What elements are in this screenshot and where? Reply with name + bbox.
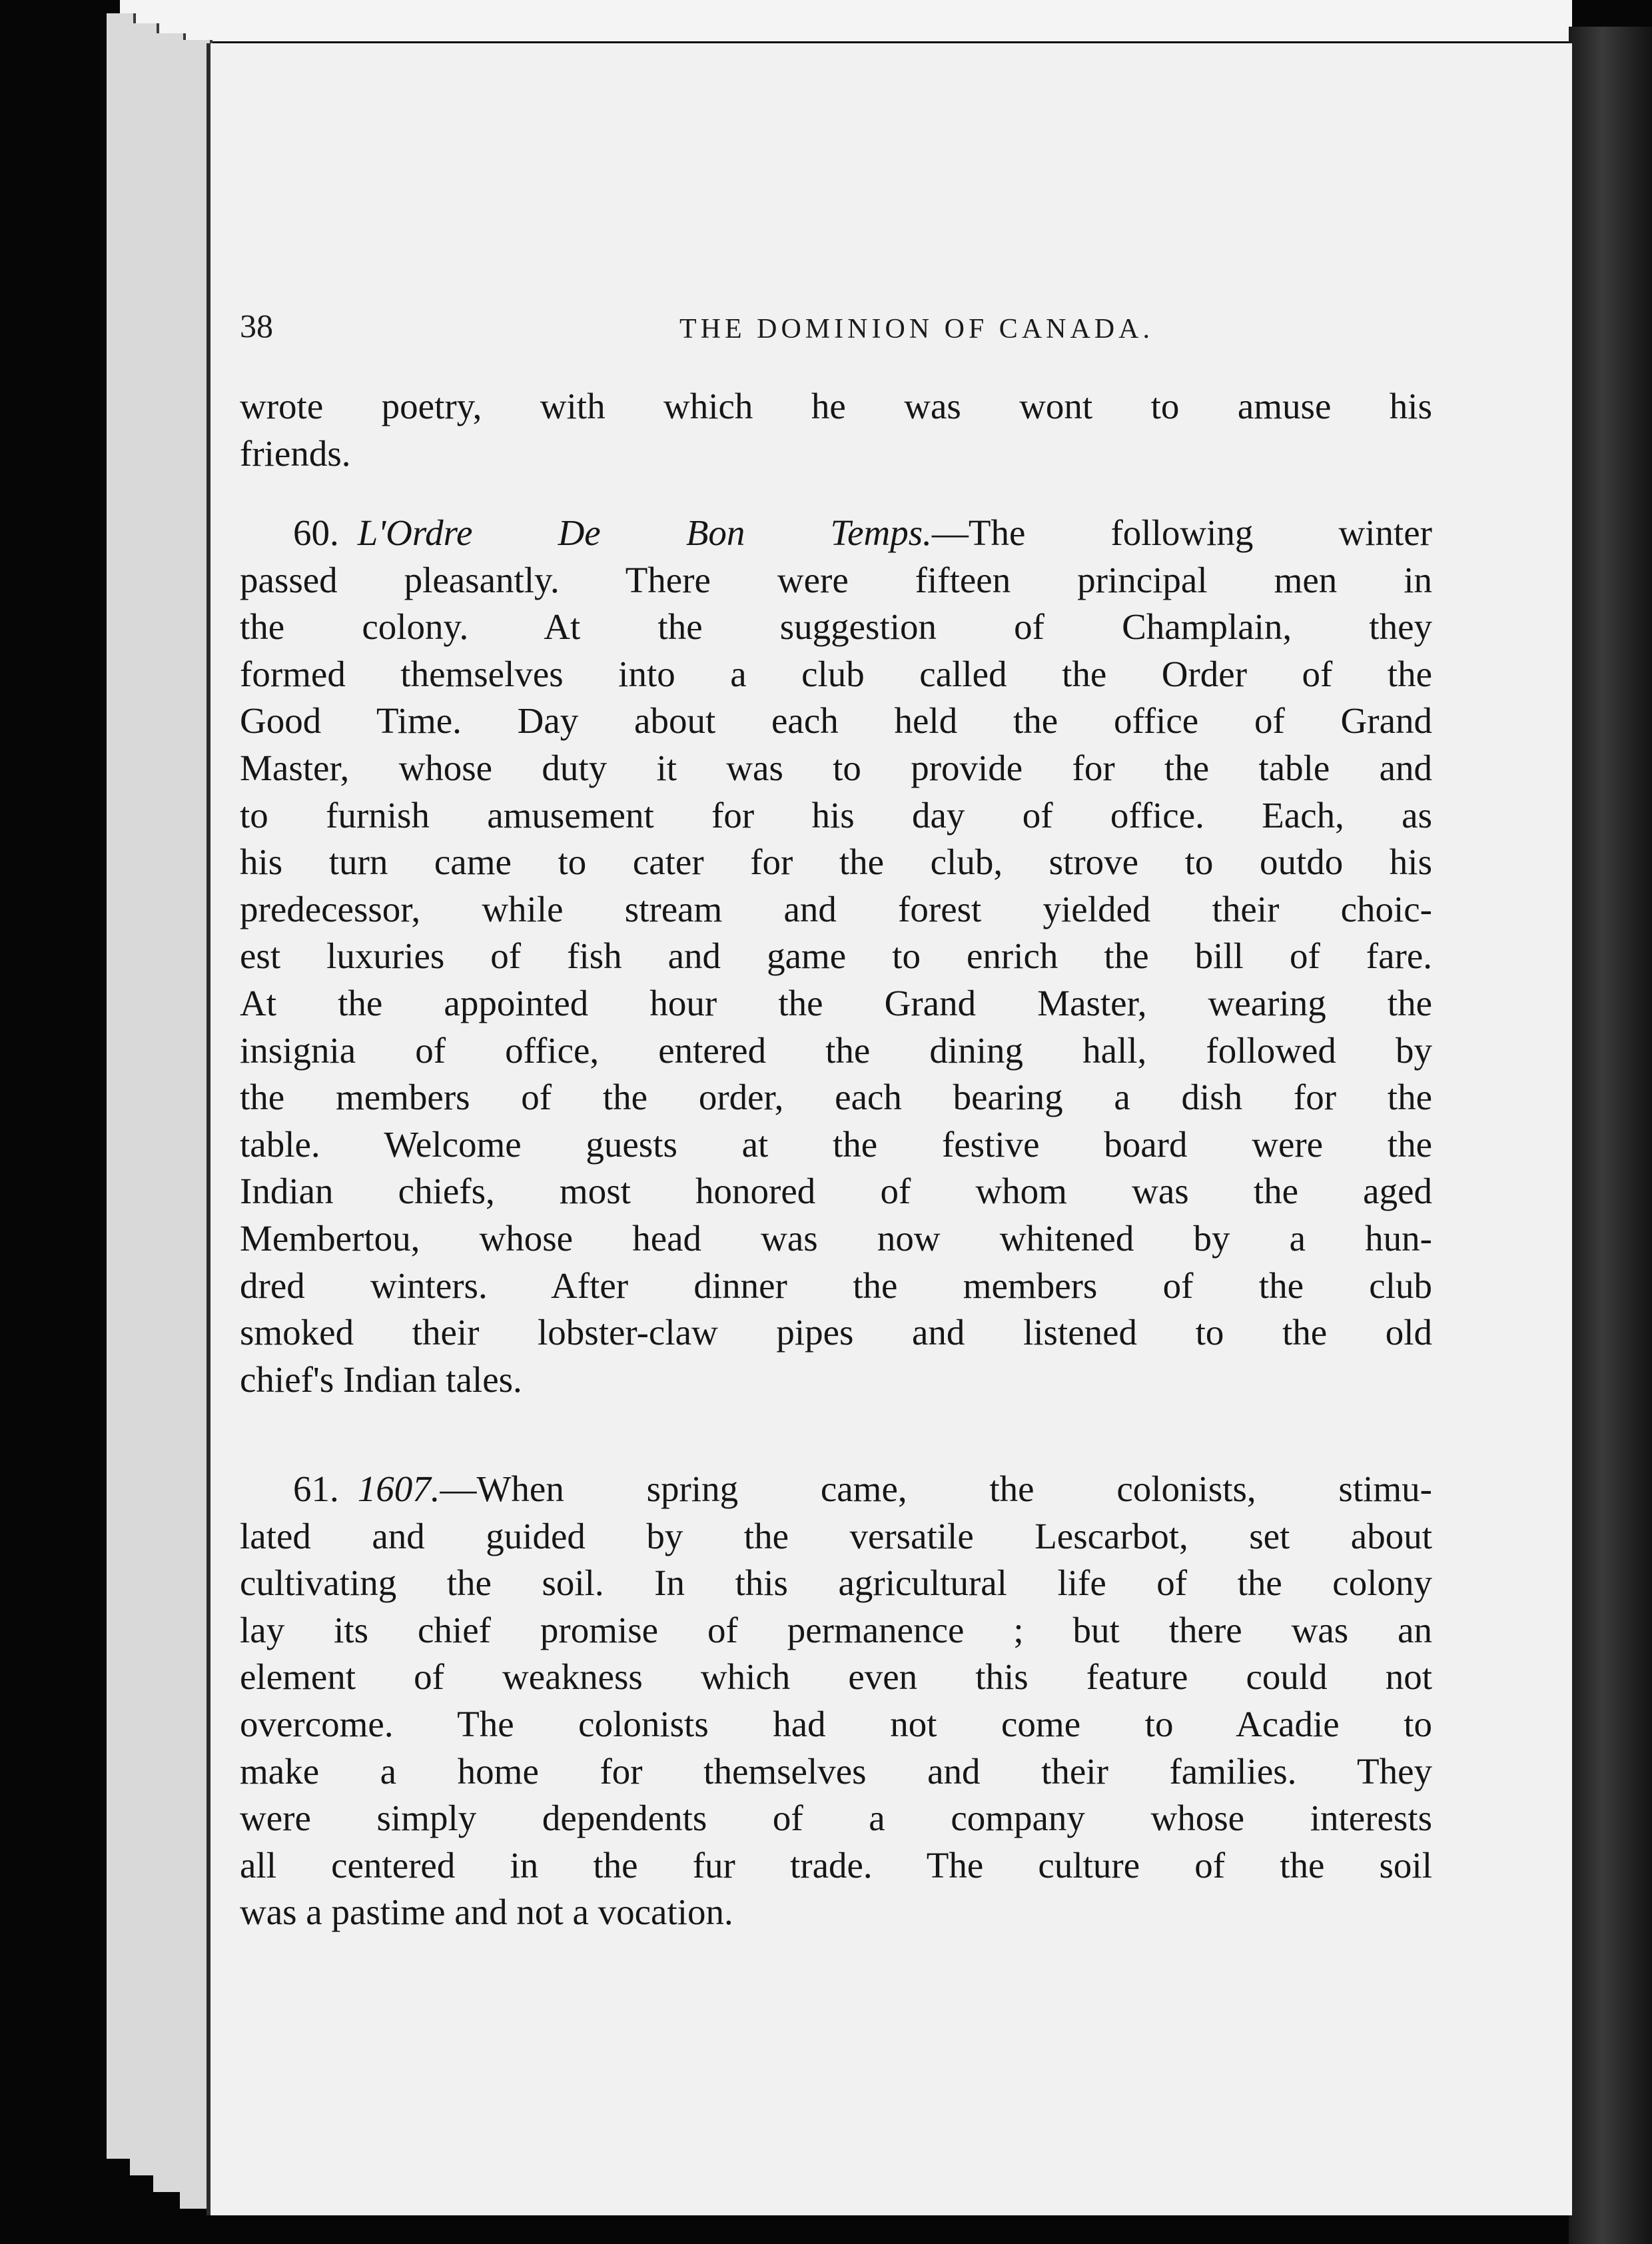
text-line: Master, whose duty it was to provide for the table and xyxy=(240,747,1432,788)
text-line: element of weakness which even this feature could not xyxy=(240,1656,1432,1698)
section-60-paragraph xyxy=(240,510,1432,1403)
text-line: passed pleasantly. There were fifteen principal men in xyxy=(240,559,1432,600)
text-line: lay its chief promise of permanence ; but there was an xyxy=(240,1609,1432,1650)
text-line: Membertou, whose head was now whitened by a hun- xyxy=(240,1217,1432,1259)
text-line: all centered in the fur trade. The culture of the soil xyxy=(240,1844,1432,1886)
text-line: predecessor, while stream and forest yielded their choic- xyxy=(240,888,1432,929)
text-line: cultivating the soil. In this agricultural life of the colony xyxy=(240,1562,1432,1604)
text-line: overcome. The colonists had not come to Acadie to xyxy=(240,1703,1432,1744)
text-line: At the appointed hour the Grand Master, wearing the xyxy=(240,982,1432,1023)
text-line: to furnish amusement for his day of office. Each, as xyxy=(240,794,1432,836)
section-60-first-line xyxy=(240,510,1432,557)
binding-shadow xyxy=(1569,27,1652,2244)
text-line: chief's Indian tales. xyxy=(240,1359,522,1400)
text-line: est luxuries of fish and game to enrich the bill of fare. xyxy=(240,935,1432,977)
text-line: formed themselves into a club called the Order of the xyxy=(240,653,1432,694)
text-line: his turn came to cater for the club, strove to outdo his xyxy=(240,842,1432,883)
continuation-paragraph xyxy=(240,383,1432,477)
text-line: dred winters. After dinner the members of the club xyxy=(240,1265,1432,1306)
text-line: Indian chiefs, most honored of whom was the aged xyxy=(240,1171,1432,1212)
section-heading: L'Ordre De Bon Temps. xyxy=(357,512,932,553)
running-title: THE DOMINION OF CANADA. xyxy=(679,314,1154,344)
first-line-text: —The following winter xyxy=(931,512,1432,553)
text-line: the colony. At the suggestion of Champlain, they xyxy=(240,606,1432,648)
text-line: friends. xyxy=(240,432,351,474)
text-line: table. Welcome guests at the festive board were the xyxy=(240,1123,1432,1165)
section-number: 61. xyxy=(293,1468,339,1509)
text-line: lated and guided by the versatile Lescarbot, set about xyxy=(240,1515,1432,1556)
first-line-text: —When spring came, the colonists, stimu- xyxy=(440,1468,1432,1509)
section-number: 60. xyxy=(293,512,339,553)
section-heading: 1607. xyxy=(357,1468,440,1509)
text-line: was a pastime and not a vocation. xyxy=(240,1892,733,1933)
text-line: were simply dependents of a company whose interests xyxy=(240,1798,1432,1839)
text-line: make a home for themselves and their families. They xyxy=(240,1750,1432,1792)
section-61-paragraph xyxy=(240,1466,1432,1936)
page-number: 38 xyxy=(240,307,273,344)
running-header xyxy=(240,306,1412,353)
text-line: smoked their lobster-claw pipes and listened to the old xyxy=(240,1312,1432,1353)
text-line: insignia of office, entered the dining hall, followed by xyxy=(240,1029,1432,1071)
section-61-first-line xyxy=(240,1466,1432,1513)
text-line: Good Time. Day about each held the office of Grand xyxy=(240,700,1432,742)
text-line: wrote poetry, with which he was wont to amuse his xyxy=(240,386,1432,426)
scan-top-strip xyxy=(120,0,1572,41)
text-line: the members of the order, each bearing a dish for the xyxy=(240,1077,1432,1118)
